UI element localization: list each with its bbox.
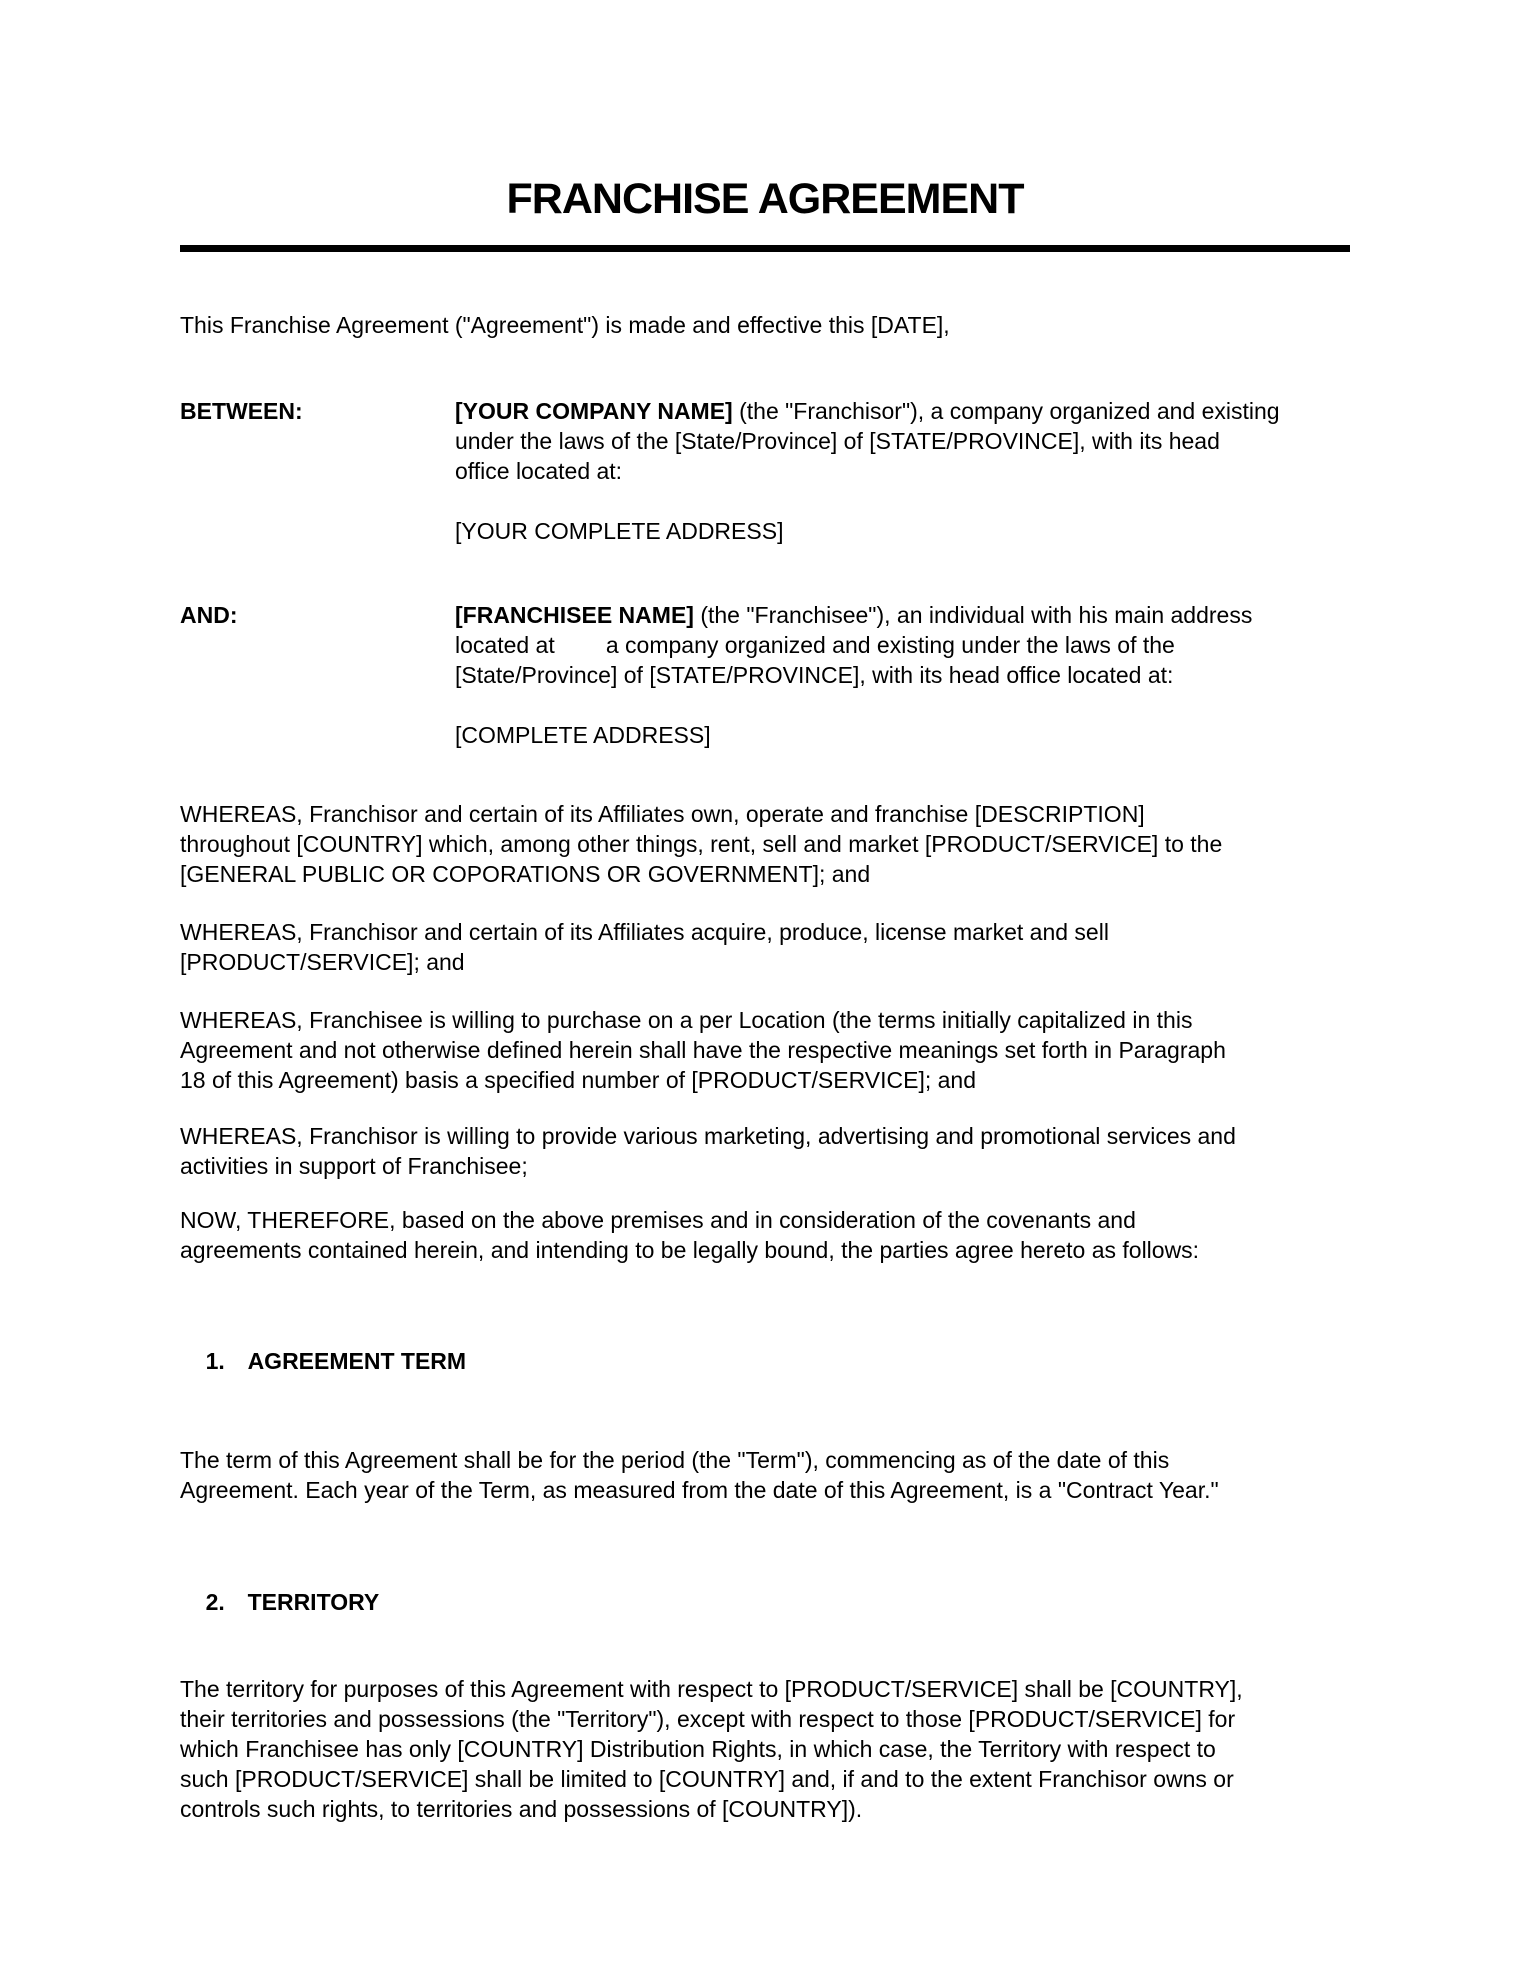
- franchisee-name: [FRANCHISEE NAME]: [455, 602, 694, 628]
- section-number: 2.: [205, 1589, 225, 1615]
- text-line-rest: (the "Franchisee"), an individual with his main address: [693, 602, 1253, 628]
- party-row-and: [180, 600, 1350, 750]
- text-line: The term of this Agreement shall be for the period (the "Term"), commencing as of the date of this: [180, 1447, 1170, 1473]
- party-label-and: AND:: [180, 602, 238, 628]
- party-label-between: BETWEEN:: [180, 398, 303, 424]
- text-line: activities in support of Franchisee;: [180, 1153, 528, 1179]
- document-title: FRANCHISE AGREEMENT: [506, 175, 1024, 223]
- text-line: such [PRODUCT/SERVICE] shall be limited to [COUNTRY] and, if and to the extent Franchisor owns or: [180, 1766, 1234, 1792]
- text-line: [455, 396, 1350, 426]
- text-line: agreements contained herein, and intending to be legally bound, the parties agree hereto as follows:: [180, 1237, 1200, 1263]
- section-body-territory: [180, 1674, 1350, 1824]
- recital-paragraph: [180, 799, 1350, 889]
- text-line: under the laws of the [State/Province] of [STATE/PROVINCE], with its head: [455, 428, 1220, 454]
- franchisee-address-placeholder: [COMPLETE ADDRESS]: [455, 722, 711, 748]
- recital-paragraph: [180, 1005, 1350, 1095]
- recital-paragraph: [180, 1121, 1350, 1181]
- text-line: 18 of this Agreement) basis a specified number of [PRODUCT/SERVICE]; and: [180, 1067, 976, 1093]
- text-line: located at a company organized and existing under the laws of the: [455, 632, 1175, 658]
- section-heading-agreement-term: [180, 1316, 1350, 1406]
- text-line: [State/Province] of [STATE/PROVINCE], with its head office located at:: [455, 662, 1174, 688]
- section-number: 1.: [205, 1348, 225, 1374]
- text-line: WHEREAS, Franchisor and certain of its Affiliates acquire, produce, license market and sell: [180, 919, 1109, 945]
- text-line: their territories and possessions (the "Territory"), except with respect to those [PRODUCT/SERVICE] for: [180, 1706, 1236, 1732]
- section-heading-text: TERRITORY: [247, 1589, 380, 1615]
- text-line: NOW, THEREFORE, based on the above premises and in consideration of the covenants and: [180, 1207, 1136, 1233]
- text-line: WHEREAS, Franchisor and certain of its Affiliates own, operate and franchise [DESCRIPTION]: [180, 801, 1145, 827]
- text-line: throughout [COUNTRY] which, among other things, rent, sell and market [PRODUCT/SERVICE] to the: [180, 831, 1223, 857]
- text-line: which Franchisee has only [COUNTRY] Distribution Rights, in which case, the Territory with respect to: [180, 1736, 1216, 1762]
- now-therefore-paragraph: [180, 1205, 1350, 1265]
- text-line: The territory for purposes of this Agreement with respect to [PRODUCT/SERVICE] shall be [COUNTRY],: [180, 1676, 1243, 1702]
- text-line: [GENERAL PUBLIC OR COPORATIONS OR GOVERNMENT]; and: [180, 861, 871, 887]
- text-line: office located at:: [455, 458, 623, 484]
- text-line: Agreement. Each year of the Term, as measured from the date of this Agreement, is a "Contract Year.": [180, 1477, 1219, 1503]
- text-line: [PRODUCT/SERVICE]; and: [180, 949, 465, 975]
- franchisor-name: [YOUR COMPANY NAME]: [455, 398, 733, 424]
- section-heading-text: AGREEMENT TERM: [247, 1348, 467, 1374]
- party-row-between: [180, 396, 1350, 546]
- text-line: Agreement and not otherwise defined herein shall have the respective meanings set forth in Paragraph: [180, 1037, 1226, 1063]
- text-line: WHEREAS, Franchisee is willing to purchase on a per Location (the terms initially capitalized in this: [180, 1007, 1193, 1033]
- franchisor-address-placeholder: [YOUR COMPLETE ADDRESS]: [455, 518, 784, 544]
- text-line-rest: (the "Franchisor"), a company organized and existing: [732, 398, 1280, 424]
- party-body-franchisor: [455, 396, 1350, 546]
- text-line: WHEREAS, Franchisor is willing to provide various marketing, advertising and promotional services and: [180, 1123, 1236, 1149]
- section-heading-territory: [180, 1557, 1350, 1647]
- text-line: controls such rights, to territories and possessions of [COUNTRY]).: [180, 1796, 863, 1822]
- section-body-agreement-term: [180, 1445, 1350, 1505]
- intro-paragraph: This Franchise Agreement ("Agreement") is made and effective this [DATE],: [180, 312, 950, 338]
- text-line: [455, 600, 1350, 630]
- recital-paragraph: [180, 917, 1350, 977]
- party-body-franchisee: [455, 600, 1350, 750]
- title-divider-rule: [180, 245, 1350, 252]
